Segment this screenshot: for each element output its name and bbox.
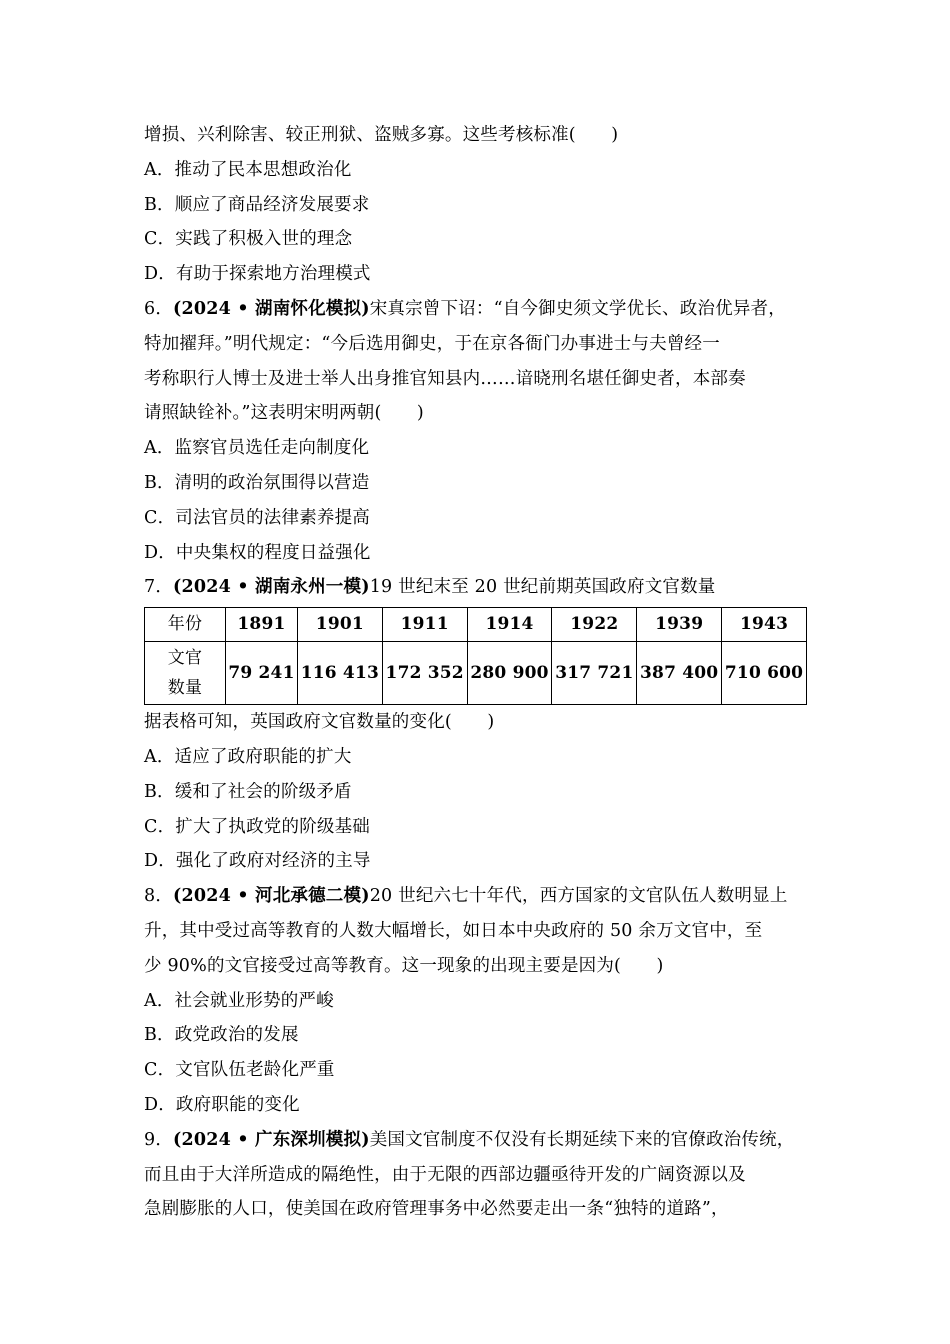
- q9-stem-line-3: 急剧膨胀的人口，使美国在政府管理事务中必然要走出一条“独特的道路”，: [144, 1199, 729, 1220]
- table-cell-count: 710 600: [722, 642, 807, 705]
- q5-stem-tail: 增损、兴利除害、较正刑狱、盗贼多寡。这些考核标准( ): [144, 125, 619, 145]
- q7-stem-line-1: [144, 570, 824, 605]
- q7-source: (2024 • 湖南永州一模): [173, 577, 370, 598]
- table-cell-year: 1891: [226, 608, 298, 642]
- q6-source: (2024 • 湖南怀化模拟): [173, 298, 370, 319]
- q5-option-c: C．实践了积极入世的理念: [144, 229, 353, 250]
- table-cell-year: 1943: [722, 608, 807, 642]
- q8-option-d: D．政府职能的变化: [144, 1094, 300, 1115]
- q6-option-a: A．监察官员选任走向制度化: [144, 438, 370, 459]
- q8-stem-line-3: 少 90%的文官接受过高等教育。这一现象的出现主要是因为( ): [144, 955, 664, 976]
- q7-option-a: A．适应了政府职能的扩大: [144, 746, 352, 767]
- q7-table-title: 19 世纪末至 20 世纪前期英国政府文官数量: [369, 577, 716, 598]
- q9-number: 9．: [144, 1129, 174, 1150]
- q8-option-c: C．文官队伍老龄化严重: [144, 1060, 335, 1081]
- table-cell-count: 79 241: [226, 642, 298, 705]
- q6-stem-line-1: [144, 292, 824, 327]
- table-row-counts: [145, 642, 807, 705]
- q7-option-d: D．强化了政府对经济的主导: [144, 851, 371, 872]
- q6-number: 6．: [144, 298, 174, 319]
- q6-stem-line-3: 考称职行人博士及进士举人出身推官知县内……谙晓刑名堪任御史者，本部奏: [144, 368, 746, 389]
- table-cell-count: 280 900: [467, 642, 552, 705]
- q8-option-a: A．社会就业形势的严峻: [144, 990, 334, 1011]
- table-cell-year: 1901: [297, 608, 382, 642]
- q8-number: 8．: [144, 886, 174, 907]
- q5-option-a: A．推动了民本思想政治化: [144, 159, 352, 180]
- q6-text-1: 宋真宗曾下诏：“自今御史须文学优长、政治优异者，: [369, 298, 786, 319]
- q5-option-b: B．顺应了商品经济发展要求: [144, 194, 370, 215]
- q8-source: (2024 • 河北承德二模): [173, 886, 370, 907]
- q8-stem-line-1: [144, 879, 824, 914]
- q9-stem-line-1: [144, 1123, 824, 1158]
- q5-option-d: D．有助于探索地方治理模式: [144, 264, 371, 285]
- table-cell-count: 116 413: [297, 642, 382, 705]
- q6-stem-line-2: 特加擢拜。”明代规定：“今后选用御史，于在京各衙门办事进士与夫曾经一: [144, 333, 720, 354]
- q7-option-b: B．缓和了社会的阶级矛盾: [144, 781, 352, 802]
- table-cell-count: 387 400: [637, 642, 722, 705]
- q7-number: 7．: [144, 577, 174, 598]
- q6-stem-line-4: 请照缺铨补。”这表明宋明两朝( ): [144, 403, 424, 424]
- table-cell-year: 1914: [467, 608, 552, 642]
- table-row-years: [145, 608, 807, 642]
- table-header-count-line-2: 数量: [167, 678, 203, 699]
- document-page: [144, 118, 824, 1227]
- q8-text-1: 20 世纪六七十年代，西方国家的文官队伍人数明显上: [369, 886, 788, 907]
- table-cell-year: 1911: [382, 608, 467, 642]
- q6-option-b: B．清明的政治氛围得以营造: [144, 472, 370, 493]
- table-cell-year: 1939: [637, 608, 722, 642]
- q6-option-c: C．司法官员的法律素养提高: [144, 507, 370, 528]
- q9-text-1: 美国文官制度不仅没有长期延续下来的官僚政治传统，: [369, 1129, 795, 1150]
- q7-option-c: C．扩大了执政党的阶级基础: [144, 816, 370, 837]
- q9-stem-line-2: 而且由于大洋所造成的隔绝性，由于无限的西部边疆亟待开发的广阔资源以及: [144, 1164, 746, 1185]
- q7-stem: 据表格可知，英国政府文官数量的变化( ): [144, 712, 495, 733]
- table-cell-count: 317 721: [552, 642, 637, 705]
- table-header-count-line-1: 文官: [167, 648, 203, 669]
- table-cell-year: 1922: [552, 608, 637, 642]
- q6-option-d: D．中央集权的程度日益强化: [144, 542, 371, 563]
- table-header-count: [145, 642, 226, 705]
- q9-source: (2024 • 广东深圳模拟): [173, 1129, 370, 1150]
- table-cell-count: 172 352: [382, 642, 467, 705]
- civil-servant-table: [144, 607, 807, 705]
- q8-option-b: B．政党政治的发展: [144, 1025, 299, 1046]
- table-header-year: 年份: [145, 608, 226, 642]
- q8-stem-line-2: 升，其中受过高等教育的人数大幅增长，如日本中央政府的 50 余万文官中，至: [144, 920, 763, 941]
